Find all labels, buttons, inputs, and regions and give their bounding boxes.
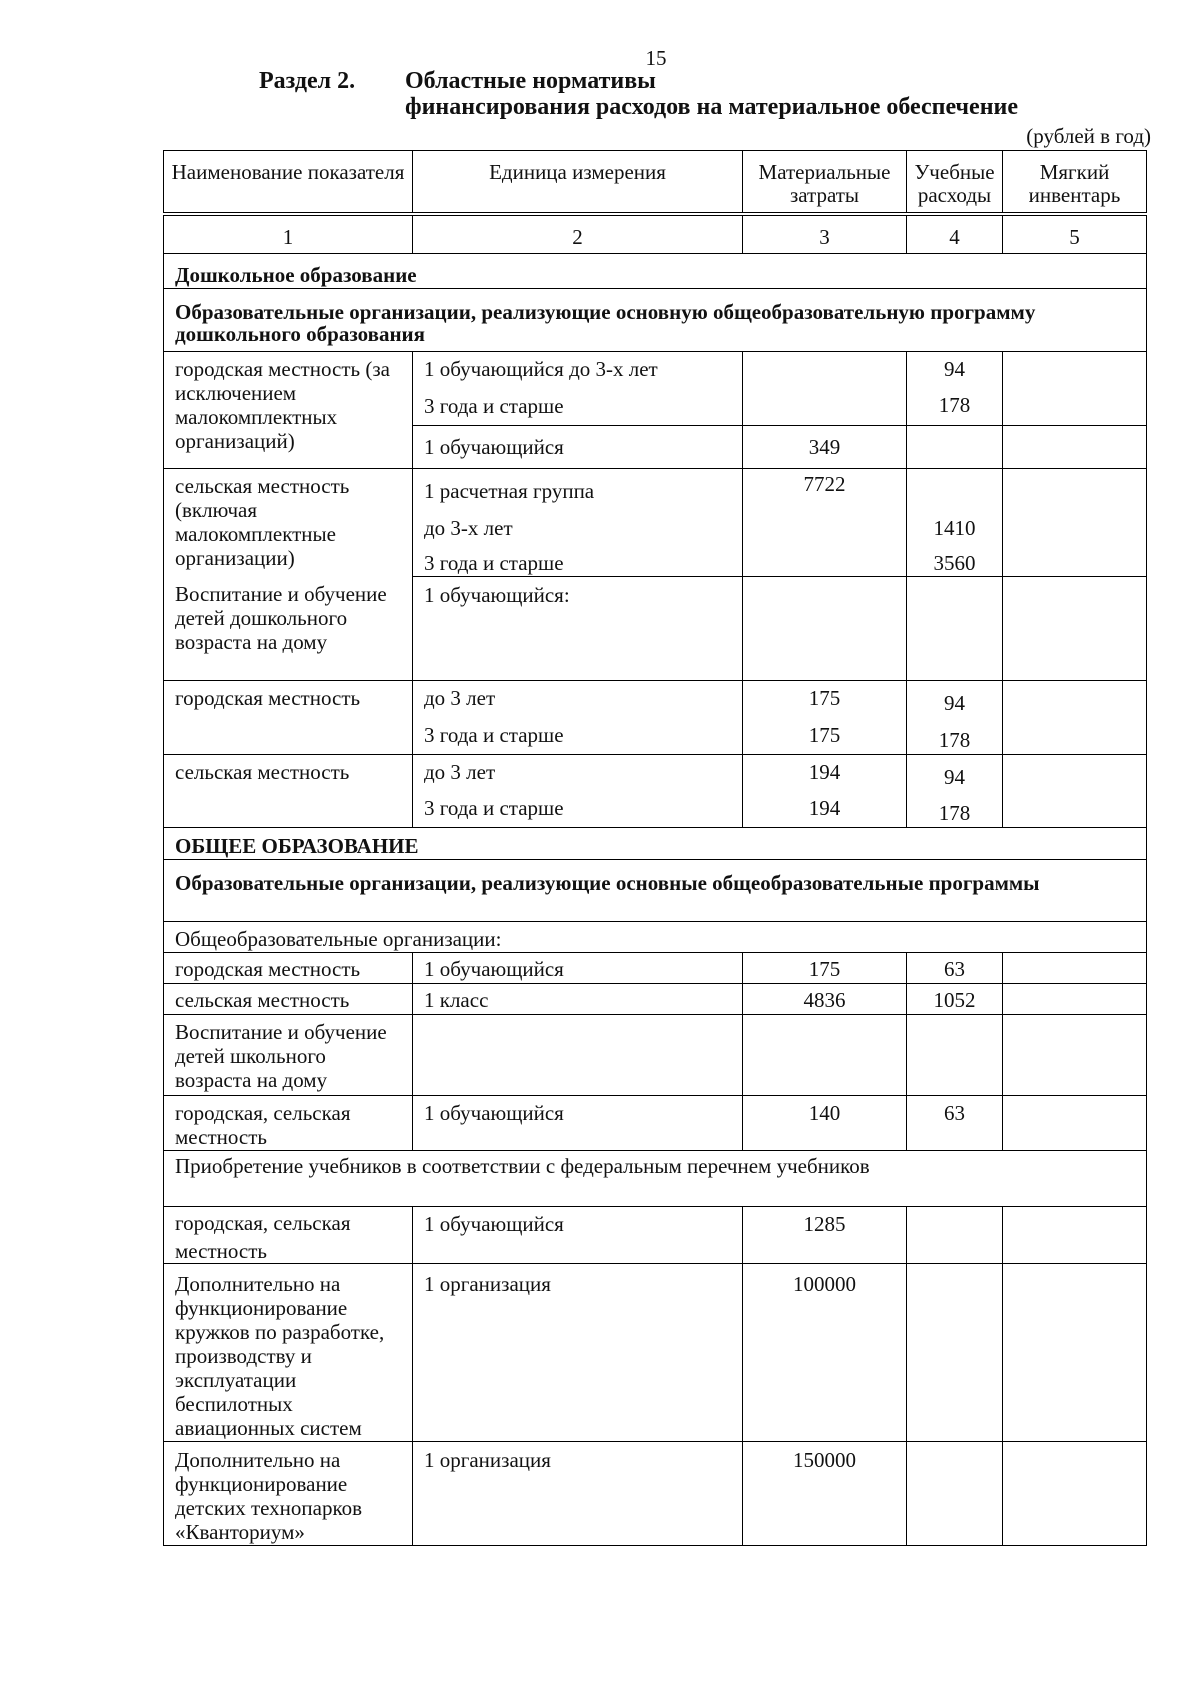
- row-label: городская местность: [164, 681, 413, 754]
- material-value: 150000: [743, 1442, 907, 1545]
- col-header-unit: Единица измерения: [413, 151, 743, 212]
- study-value: 1410: [933, 515, 976, 540]
- units-note: (рублей в год): [1026, 124, 1151, 148]
- textbooks-label: Приобретение учебников в соответствии с федеральным перечнем учебников: [175, 1154, 870, 1178]
- material-value: 349: [743, 425, 906, 468]
- unit-cell: до 3-х лет: [424, 515, 513, 540]
- column-header-table: [163, 150, 1147, 213]
- table-row: [164, 1095, 1146, 1150]
- unit-cell: 1 расчетная группа: [424, 479, 595, 503]
- col-num-4: 4: [907, 216, 1003, 253]
- material-value: 175: [808, 686, 841, 710]
- col-num-2: 2: [413, 216, 743, 253]
- study-value: 3560: [933, 551, 976, 576]
- col-header-name: Наименование показателя: [164, 151, 413, 212]
- main-table: [163, 215, 1147, 1546]
- unit-cell: 3 года и старше: [424, 722, 564, 747]
- unit-cell: 3 года и старше: [424, 796, 564, 821]
- unit-cell: 1 организация: [413, 1264, 743, 1441]
- row-label: Дополнительно на функционирование детских технопарков «Кванториум»: [164, 1442, 413, 1545]
- unit-cell: 1 обучающийся до 3-х лет: [424, 357, 658, 381]
- section-title: [405, 68, 1018, 120]
- row-label: сельская местность: [164, 984, 413, 1014]
- unit-cell: до 3 лет: [424, 760, 496, 784]
- study-value: 94: [944, 765, 965, 789]
- material-value: 194: [808, 760, 841, 784]
- col-num-5: 5: [1069, 225, 1080, 249]
- unit-cell: 1 обучающийся:: [413, 576, 743, 680]
- unit-cell: 1 организация: [413, 1442, 743, 1545]
- preschool-section-title: Дошкольное образование: [175, 263, 417, 287]
- table-row: [164, 952, 1146, 983]
- section-label: Раздел 2.: [259, 68, 356, 94]
- table-row: [164, 576, 1146, 680]
- orgs-label: Общеобразовательные организации:: [175, 927, 502, 951]
- study-value: 63: [907, 1096, 1003, 1150]
- row-label: городская, сельская местность: [164, 1096, 413, 1150]
- preschool-subtitle: Образовательные организации, реализующие основную общеобразовательную программу дошкольного образования: [175, 300, 1036, 346]
- material-value: 175: [808, 722, 841, 747]
- title-line-2: финансирования расходов на материальное обеспечение: [405, 94, 1019, 120]
- material-value: 194: [808, 796, 841, 821]
- unit-cell: 3 года и старше: [424, 393, 564, 418]
- unit-cell: 1 обучающийся: [413, 425, 742, 468]
- unit-cell: 3 года и старше: [424, 551, 564, 576]
- col-header-study: Учебные расходы: [907, 151, 1003, 212]
- row-label: городская, сельская местность: [164, 1207, 413, 1263]
- study-value: 94: [944, 357, 965, 381]
- row-label: городская местность: [164, 953, 413, 983]
- study-value: 178: [938, 393, 971, 418]
- page-number: 15: [645, 46, 667, 70]
- table-row: [164, 351, 1146, 468]
- col-header-soft: Мягкий инвентарь: [1028, 160, 1121, 207]
- title-line-1: Областные нормативы: [405, 68, 656, 94]
- unit-cell: 1 класс: [413, 984, 743, 1014]
- row-label: Воспитание и обучение детей школьного возраста на дому: [164, 1015, 413, 1095]
- table-row: [164, 983, 1146, 1014]
- col-num-3: 3: [743, 216, 907, 253]
- row-label: городская местность (за исключением малокомплектных организаций): [164, 352, 413, 468]
- general-subtitle: Образовательные организации, реализующие основные общеобразовательные программы: [175, 871, 1040, 895]
- general-section-title: ОБЩЕЕ ОБРАЗОВАНИЕ: [175, 834, 419, 858]
- col-header-material: Материальные затраты: [743, 151, 907, 212]
- row-label: сельская местность (включая малокомплектные организации): [164, 469, 413, 576]
- unit-cell: до 3 лет: [424, 686, 496, 710]
- table-row: [164, 468, 1146, 576]
- unit-cell: 1 обучающийся: [413, 1096, 743, 1150]
- study-value: 63: [907, 953, 1003, 983]
- study-value: 1052: [907, 984, 1003, 1014]
- material-value: 4836: [743, 984, 907, 1014]
- table-row: [164, 1263, 1146, 1441]
- material-value: 100000: [743, 1264, 907, 1441]
- material-value: 140: [743, 1096, 907, 1150]
- table-row: [164, 1441, 1146, 1545]
- study-value: 94: [944, 691, 965, 715]
- column-numbers-row: [164, 216, 1146, 253]
- table-row: [164, 680, 1146, 754]
- table-row: [164, 754, 1146, 827]
- col-num-1: 1: [164, 216, 413, 253]
- unit-cell: 1 обучающийся: [413, 953, 743, 983]
- row-label: сельская местность: [164, 755, 413, 827]
- table-row: [164, 1014, 1146, 1095]
- row-label: Воспитание и обучение детей дошкольного возраста на дому: [164, 576, 413, 680]
- study-value: 178: [938, 801, 971, 826]
- material-value: 7722: [743, 469, 907, 576]
- unit-cell: 1 обучающийся: [413, 1207, 743, 1263]
- material-value: 1285: [743, 1207, 907, 1263]
- study-value: 178: [938, 727, 971, 752]
- row-label: Дополнительно на функционирование кружков по разработке, производству и эксплуатации беспилотных авиационных систем: [164, 1264, 413, 1441]
- table-row: [164, 1206, 1146, 1263]
- material-value: 175: [743, 953, 907, 983]
